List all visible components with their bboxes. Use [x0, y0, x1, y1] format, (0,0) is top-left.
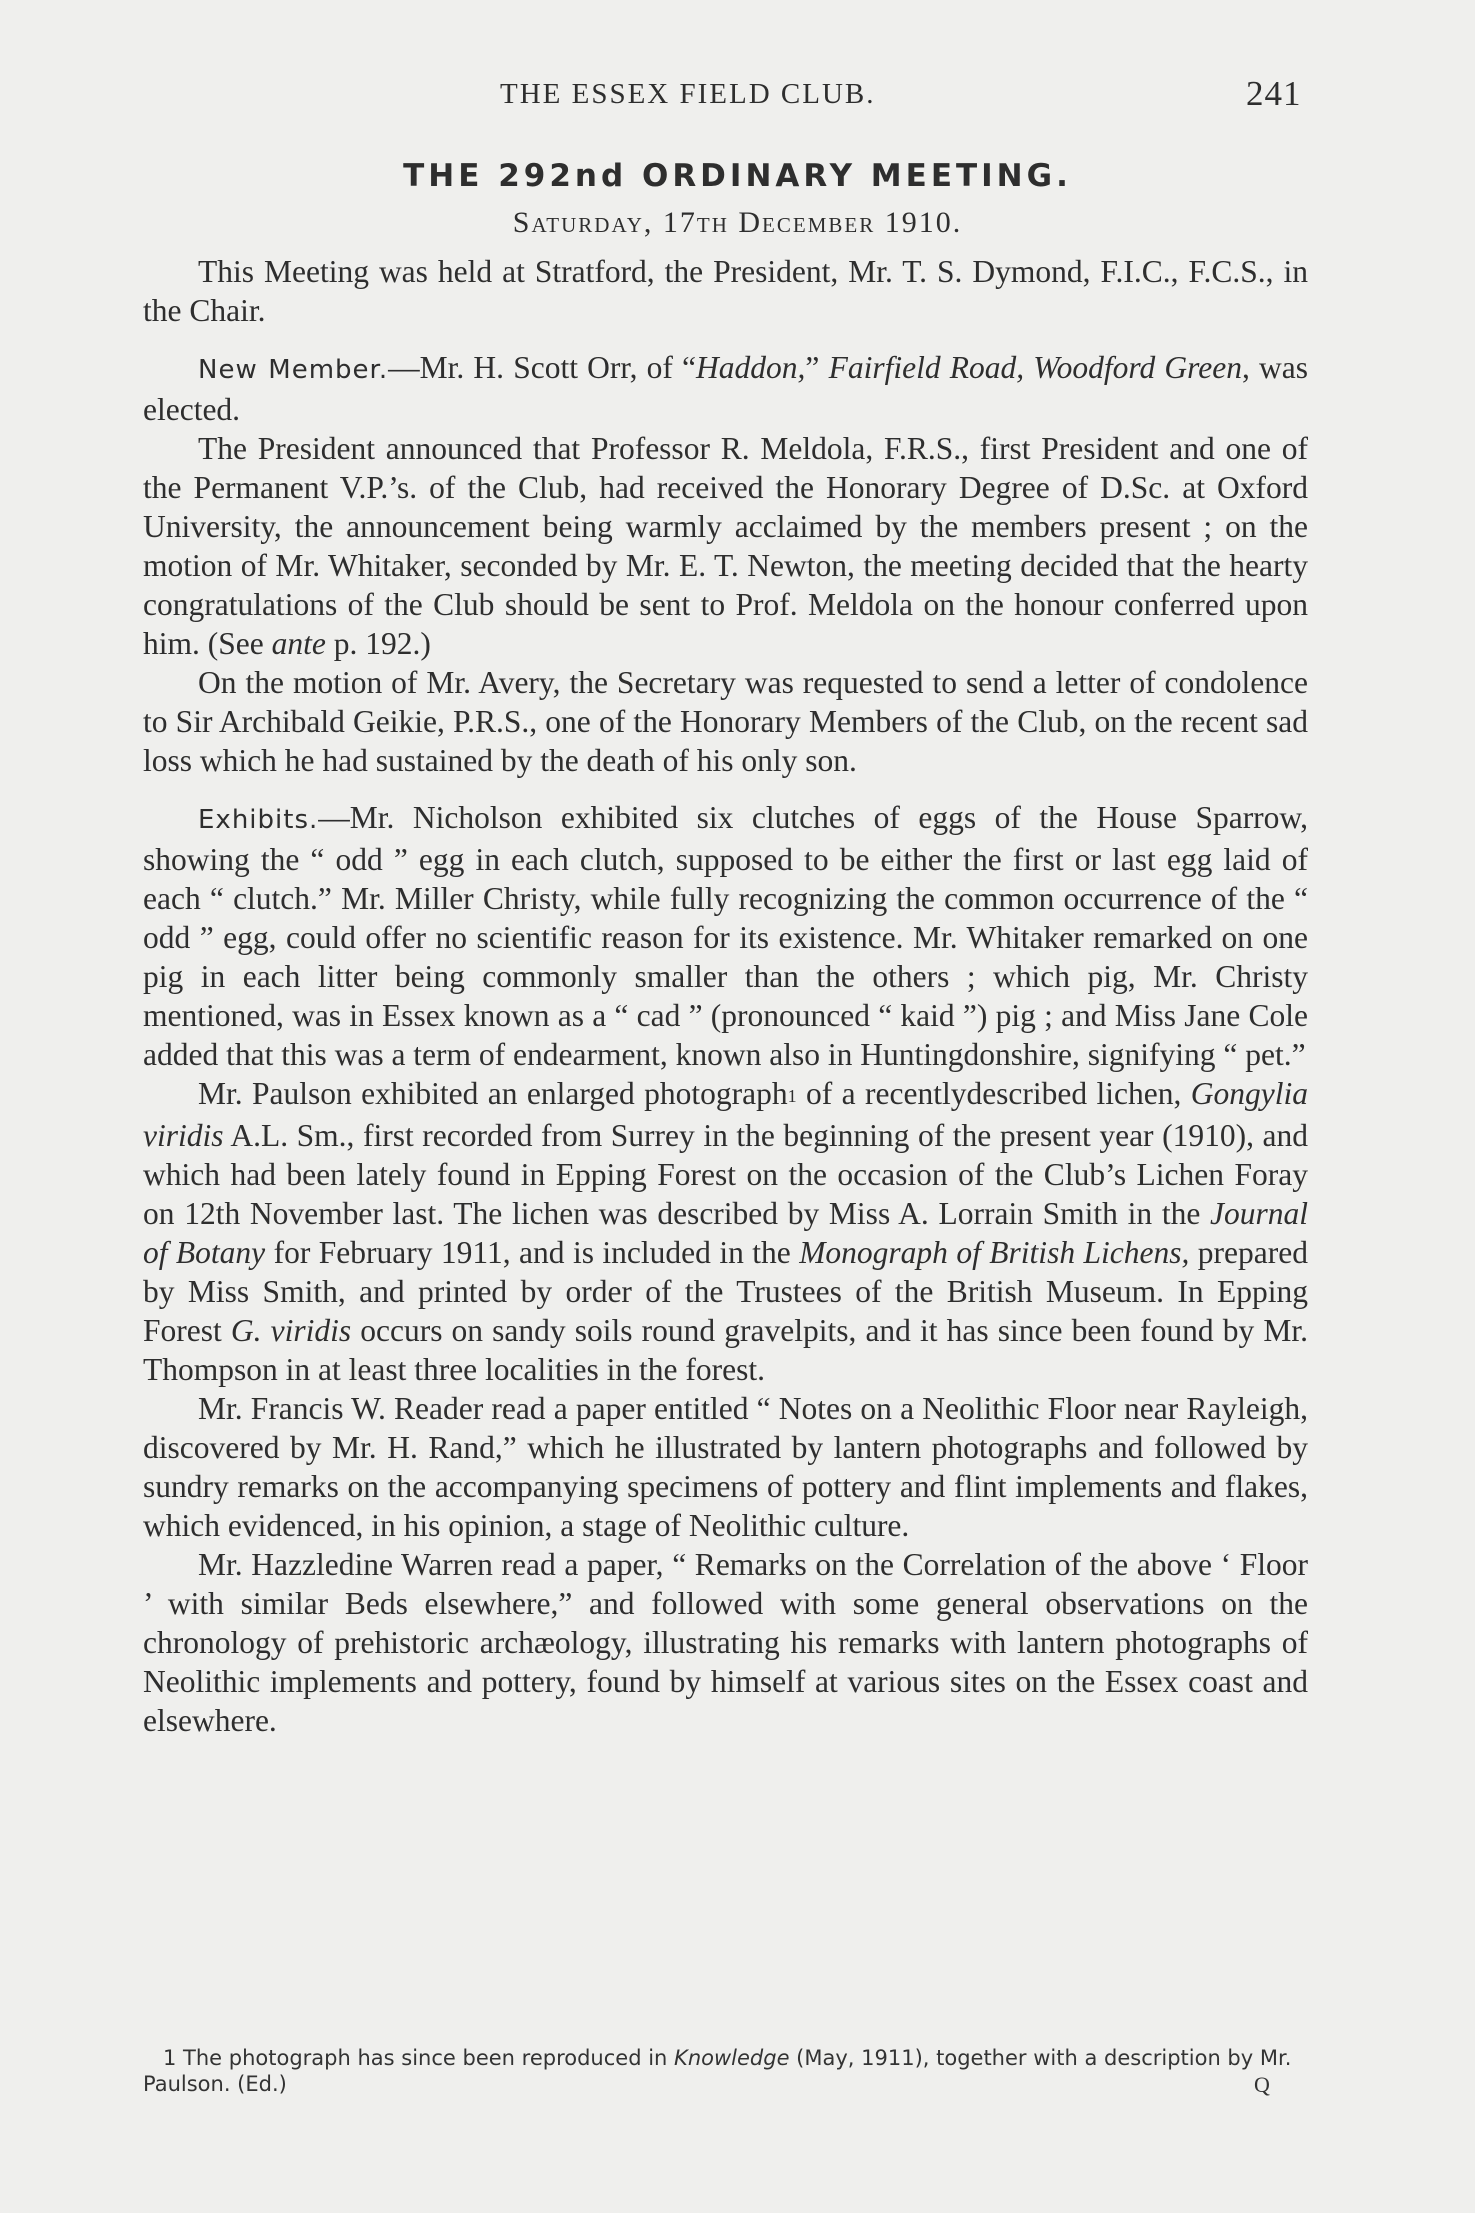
- footnote-reference: 1: [787, 1086, 797, 1106]
- running-header: [0, 72, 1475, 122]
- meeting-title: THE 292nd ORDINARY MEETING.: [403, 158, 1072, 194]
- body-text: [143, 252, 1308, 1740]
- meeting-date: Saturday, 17th December 1910.: [512, 206, 963, 239]
- paragraph-lichen: Mr. Paulson exhibited an enlarged photograph1 of a recentlydescribed lichen, Gongylia viridis A.L. Sm., first recorded from Surrey in the beginning of the present year (1910), and which had been lately found in Epping Forest on the occasion of the Club’s Lichen Foray on 12th November last. The lichen was described by Miss A. Lorrain Smith in the Journal of Botany for February 1911, and is included in the Monograph of British Lichens, prepared by Miss Smith, and printed by order of the Trustees of the British Museum. In Epping Forest G. viridis occurs on sandy soils round gravelpits, and it has since been found by Mr. Thompson in at least three localities in the forest.: [143, 1076, 1309, 1387]
- paragraph-condolence: On the motion of Mr. Avery, the Secretary was requested to send a letter of condolence to Sir Archibald Geikie, P.R.S., one of the Honorary Members of the Club, on the recent sad loss which he had sustained by the death of his only son.: [143, 665, 1308, 778]
- exhibits-heading: Exhibits.: [198, 805, 319, 835]
- paragraph-exhibits: Exhibits.—Mr. Nicholson exhibited six clutches of eggs of the House Sparrow, showing the “ odd ” egg in each clutch, supposed to be either the first or last egg laid of each “ clutch.” Mr. Miller Christy, while fully recognizing the common occurrence of the “ odd ” egg, could offer no scientific reason for its existence. Mr. Whitaker remarked on one pig in each litter being commonly smaller than the others ; which pig, Mr. Christy mentioned, was in Essex known as a “ cad ” (pronounced “ kaid ”) pig ; and Miss Jane Cole added that this was a term of endearment, known also in Huntingdonshire, signifying “ pet.”: [143, 800, 1308, 1072]
- paragraph-warren-paper: Mr. Hazzledine Warren read a paper, “ Remarks on the Correlation of the above ‘ Floor ’ with similar Beds elsewhere,” and followed with some general observations on the chronology of prehistoric archæology, illustrating his remarks with lantern photographs of Neolithic implements and pottery, found by himself at various sites on the Essex coast and elsewhere.: [143, 1547, 1308, 1738]
- paragraph-new-member: New Member.—Mr. H. Scott Orr, of “Haddon,” Fairfield Road, Woodford Green, was elected.: [143, 350, 1308, 427]
- paragraph-meldola: The President announced that Professor R. Meldola, F.R.S., first President and one of the Permanent V.P.’s. of the Club, had received the Honorary Degree of D.Sc. at Oxford University, the announcement being warmly acclaimed by the members present ; on the motion of Mr. Whitaker, seconded by Mr. E. T. Newton, the meeting decided that the hearty congratulations of the Club should be sent to Prof. Meldola on the honour conferred upon him. (See ante p. 192.): [143, 431, 1308, 661]
- page-number: 241: [1246, 74, 1302, 113]
- paragraph-reader-paper: Mr. Francis W. Reader read a paper entitled “ Notes on a Neolithic Floor near Rayleigh, discovered by Mr. H. Rand,” which he illustrated by lantern photographs and followed by sundry remarks on the accompanying specimens of pottery and flint implements and flakes, which evidenced, in his opinion, a stage of Neolithic culture.: [143, 1391, 1308, 1543]
- signature-mark: Q: [1254, 2072, 1270, 2097]
- paragraph-chair: This Meeting was held at Stratford, the President, Mr. T. S. Dymond, F.I.C., F.C.S., in the Chair.: [143, 254, 1308, 328]
- new-member-heading: New Member.: [198, 355, 389, 385]
- running-title: THE ESSEX FIELD CLUB.: [500, 78, 876, 110]
- footnote: 1 The photograph has since been reproduced in Knowledge (May, 1911), together with a description by Mr. Paulson. (Ed.): [143, 2046, 1292, 2096]
